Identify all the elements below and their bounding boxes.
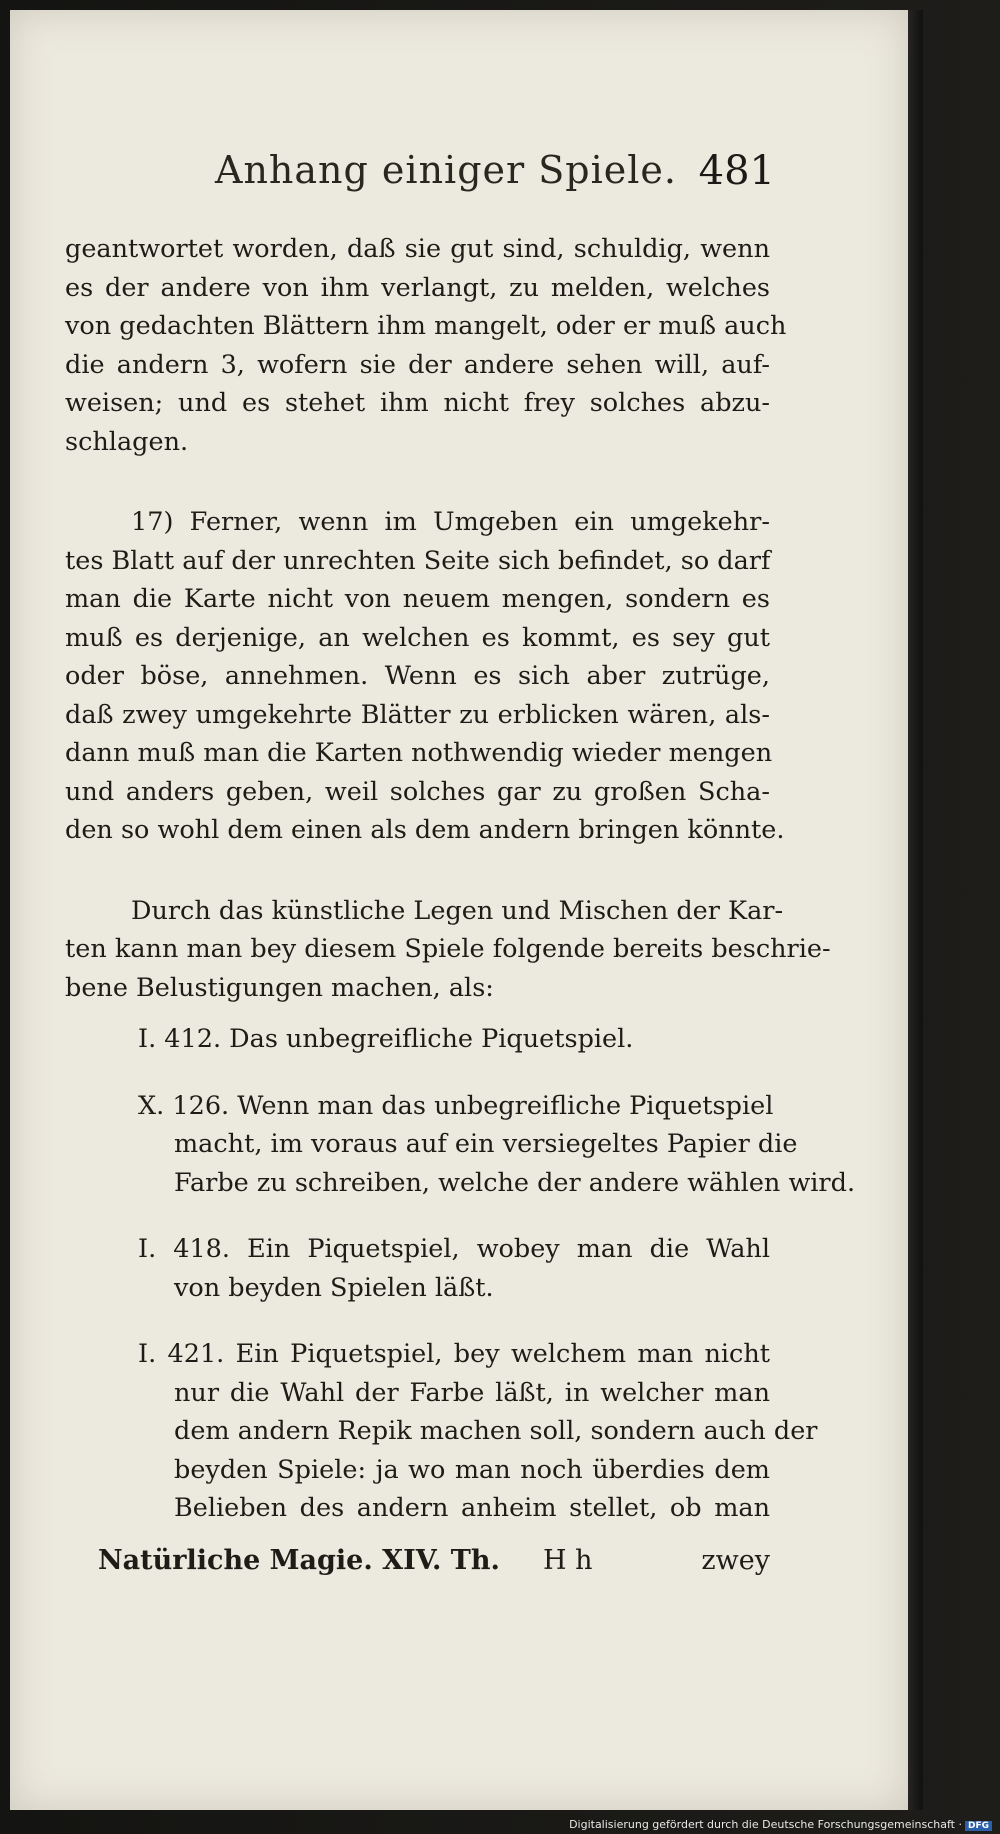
entry-ref: I. 421. <box>138 1339 225 1369</box>
signature-mark: H h <box>543 1545 593 1576</box>
signature-line: Natürliche Magie. XIV. Th. <box>98 1545 500 1576</box>
text-line: geantwortet worden, daß sie gut sind, schuldig, wenn <box>65 234 770 264</box>
text-line: Durch das künstliche Legen und Mischen der Kar- <box>131 895 784 926</box>
text-line: oder böse, annehmen. Wenn es sich aber zutrüge, <box>65 661 770 691</box>
text-line: ten kann man bey diesem Spiele folgende bereits beschrie- <box>65 934 831 964</box>
text-line: von beyden Spielen läßt. <box>174 1272 494 1303</box>
body-text <box>65 230 831 1007</box>
text-line: es der andere von ihm verlangt, zu melden, welches <box>65 272 770 303</box>
reference-entry <box>98 1230 770 1307</box>
entry-text: Wenn man das unbegreifliche Piquetspiel <box>237 1090 774 1121</box>
entry-text: Ein Piquetspiel, bey welchem man nicht <box>235 1339 771 1369</box>
entry-text: Das unbegreifliche Piquetspiel. <box>229 1024 634 1054</box>
text-line <box>138 1230 770 1269</box>
entry-ref: I. 418. <box>138 1234 231 1264</box>
text-line: dann muß man die Karten nothwendig wieder mengen <box>65 738 773 768</box>
page-header <box>215 148 775 208</box>
text-line: bene Belustigungen machen, als: <box>65 972 494 1003</box>
text-line: von gedachten Blättern ihm mangelt, oder er muß auch <box>65 311 787 341</box>
text-line: den so wohl dem einen als dem andern bringen könnte. <box>65 815 785 845</box>
text-line: daß zwey umgekehrte Blätter zu erblicken wären, als- <box>65 699 770 730</box>
book-page <box>10 10 908 1810</box>
text-line <box>138 1335 770 1374</box>
text-line: Belieben des andern anheim stellet, ob man <box>174 1493 770 1523</box>
text-line: und anders geben, weil solches gar zu großen Scha- <box>65 776 770 807</box>
credit-text: Digitalisierung gefördert durch die Deutsche Forschungsgemeinschaft · <box>569 1818 962 1831</box>
text-line: muß es derjenige, an welchen es kommt, es sey gut <box>65 622 770 653</box>
text-line: 17) Ferner, wenn im Umgeben ein umgekehr- <box>131 507 770 537</box>
dfg-logo: DFG <box>965 1821 992 1831</box>
page-footer <box>98 1545 770 1585</box>
text-line: nur die Wahl der Farbe läßt, in welcher man <box>174 1377 770 1408</box>
entry-text: Ein Piquetspiel, wobey man die Wahl <box>247 1234 771 1264</box>
text-line: beyden Spiele: ja wo man noch überdies dem <box>174 1454 770 1485</box>
paragraph <box>65 892 831 1008</box>
text-line: die andern 3, wofern sie der andere sehen will, auf- <box>65 349 770 380</box>
reference-entry <box>98 1087 856 1203</box>
page-number: 481 <box>698 148 775 194</box>
text-line: man die Karte nicht von neuem mengen, sondern es <box>65 584 770 614</box>
reference-entry <box>98 1020 770 1059</box>
catchword: zwey <box>701 1545 770 1576</box>
paragraph <box>65 503 785 850</box>
text-line: schlagen. <box>65 426 189 457</box>
digitization-credit <box>569 1818 992 1831</box>
text-line: tes Blatt auf der unrechten Seite sich befindet, so darf <box>65 545 771 576</box>
text-line <box>138 1087 774 1126</box>
entry-ref: X. 126. <box>138 1090 230 1121</box>
running-head: Anhang einiger Spiele. <box>215 148 677 192</box>
text-line: macht, im voraus auf ein versiegeltes Papier die <box>174 1129 798 1159</box>
entry-ref: I. 412. <box>138 1024 222 1054</box>
text-line <box>138 1020 770 1059</box>
text-line: weisen; und es stehet ihm nicht frey solches abzu- <box>65 388 770 418</box>
reference-list <box>98 1020 856 1556</box>
text-line: Farbe zu schreiben, welche der andere wählen wird. <box>174 1167 856 1198</box>
paragraph <box>65 230 787 461</box>
reference-entry <box>98 1335 818 1528</box>
text-line: dem andern Repik machen soll, sondern auch der <box>174 1416 818 1446</box>
